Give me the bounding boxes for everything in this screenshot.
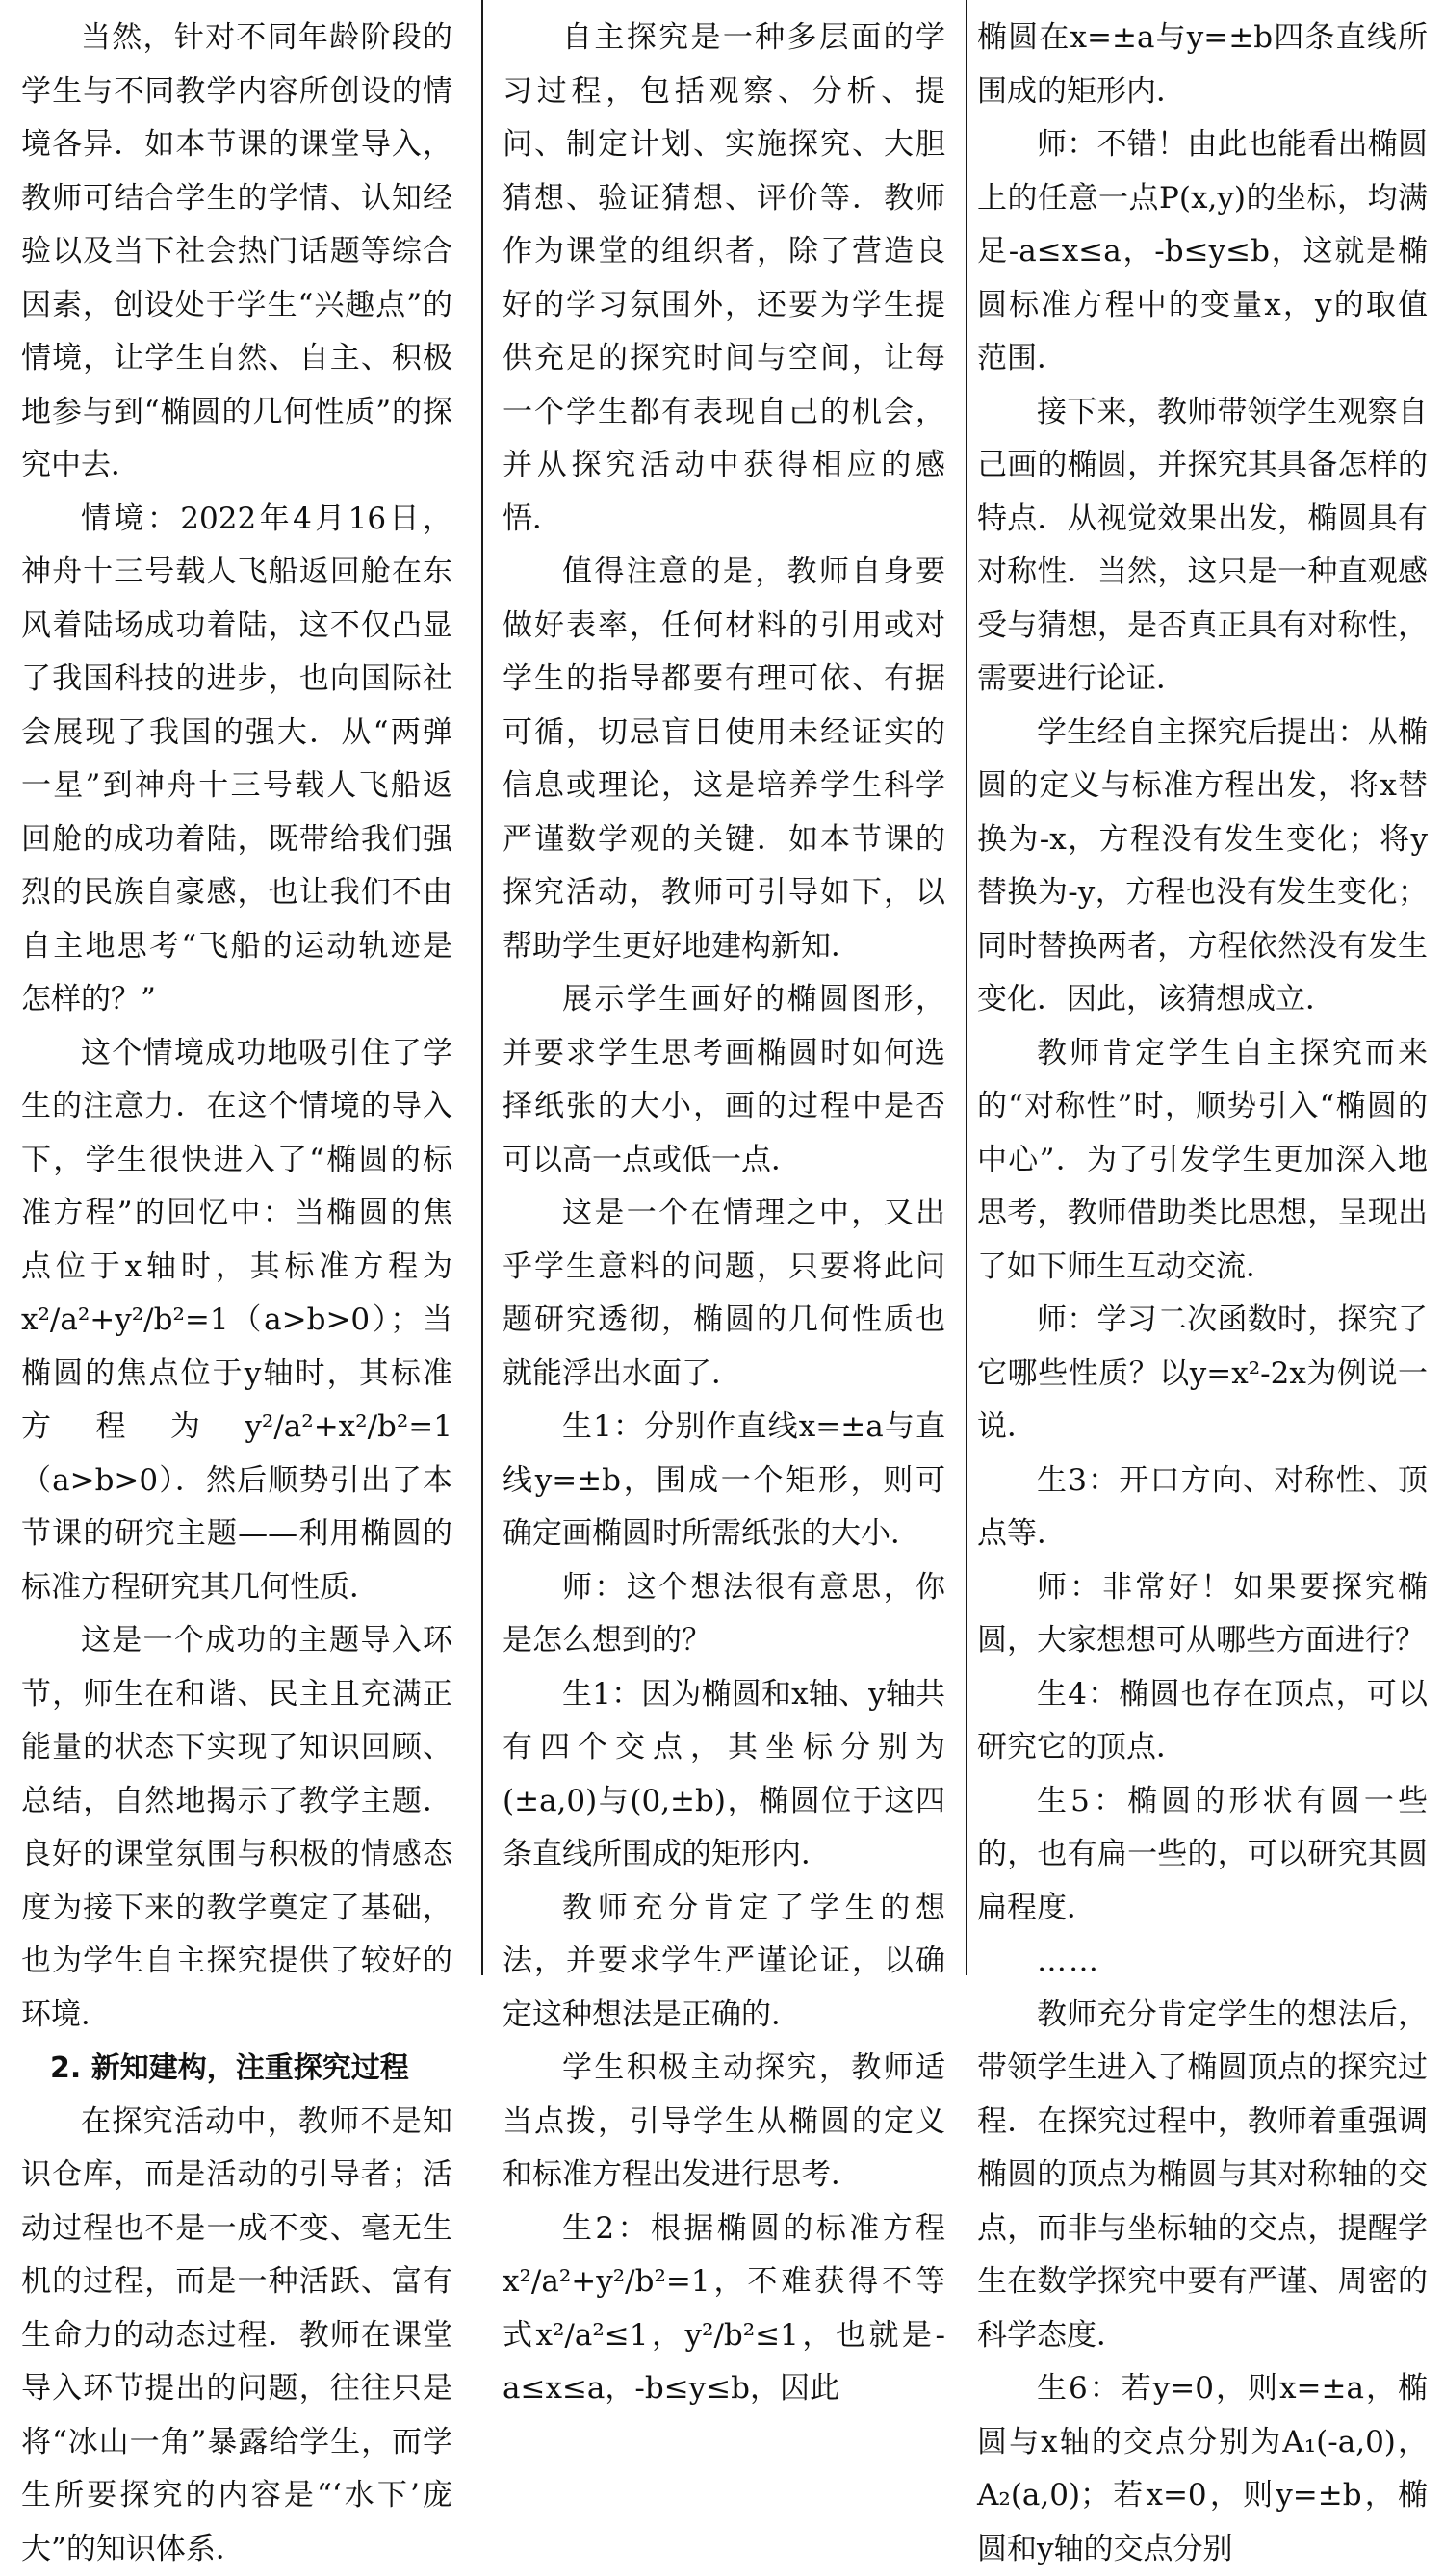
paragraph: 这是一个成功的主题导入环节，师生在和谐、民主且充满正能量的状态下实现了知识回顾、总结，自然地揭示了教学主题．良好的课堂氛围与积极的情感态度为接下来的教学奠定了基础，也为学生自主探究提供了较好的环境．: [21, 1614, 452, 2042]
paragraph: 这是一个在情理之中，又出乎学生意料的问题，只要将此问题研究透彻，椭圆的几何性质也就能浮出水面了．: [503, 1187, 945, 1401]
paragraph: 椭圆在x=±a与y=±b四条直线所围成的矩形内．: [977, 12, 1428, 118]
paragraph: 展示学生画好的椭圆图形，并要求学生思考画椭圆时如何选择纸张的大小，画的过程中是否可以高一点或低一点．: [503, 973, 945, 1187]
paragraph: 师：这个想法很有意思，你是怎么想到的？: [503, 1561, 945, 1668]
ellipsis: ……: [977, 1935, 1428, 1989]
paragraph: 师：不错！由此也能看出椭圆上的任意一点P(x,y)的坐标，均满足-a≤x≤a，-b≤y≤b，这就是椭圆标准方程中的变量x，y的取值范围．: [977, 118, 1428, 386]
paragraph: 生1：因为椭圆和x轴、y轴共有四个交点，其坐标分别为(±a,0)与(0,±b)，椭圆位于这四条直线所围成的矩形内．: [503, 1668, 945, 1882]
column-divider-right: [966, 0, 967, 1975]
paragraph: 生2：根据椭圆的标准方程x²/a²+y²/b²=1，不难获得不等式x²/a²≤1，y²/b²≤1，也就是-a≤x≤a，-b≤y≤b，因此: [503, 2202, 945, 2416]
paragraph: 师：非常好！如果要探究椭圆，大家想想可从哪些方面进行？: [977, 1561, 1428, 1668]
paragraph: 值得注意的是，教师自身要做好表率，任何材料的引用或对学生的指导都要有理可依、有据可循，切忌盲目使用未经证实的信息或理论，这是培养学生科学严谨数学观的关键．如本节课的探究活动，教师可引导如下，以帮助学生更好地建构新知．: [503, 546, 945, 973]
paragraph: 在探究活动中，教师不是知识仓库，而是活动的引导者；活动过程也不是一成不变、毫无生机的过程，而是一种活跃、富有生命力的动态过程．教师在课堂导入环节提出的问题，往往只是将“冰山一角”暴露给学生，而学生所要探究的内容是“‘水下’庞大”的知识体系．: [21, 2096, 452, 2576]
paragraph: 这个情境成功地吸引住了学生的注意力．在这个情境的导入下，学生很快进入了“椭圆的标准方程”的回忆中：当椭圆的焦点位于x轴时，其标准方程为x²/a²+y²/b²=1（a>b>0）；当椭圆的焦点位于y轴时，其标准方程为y²/a²+x²/b²=1（a>b>0）．然后顺势引出了本节课的研究主题——利用椭圆的标准方程研究其几何性质．: [21, 1027, 452, 1615]
paragraph: 教师充分肯定学生的想法后，带领学生进入了椭圆顶点的探究过程．在探究过程中，教师着重强调椭圆的顶点为椭圆与其对称轴的交点，而非与坐标轴的交点，提醒学生在数学探究中要有严谨、周密的科学态度．: [977, 1989, 1428, 2363]
text-column-middle: [503, 12, 945, 1966]
paragraph: 师：学习二次函数时，探究了它哪些性质？以y=x²-2x为例说一说．: [977, 1294, 1428, 1455]
paragraph: 当然，针对不同年龄阶段的学生与不同教学内容所创设的情境各异．如本节课的课堂导入，教师可结合学生的学情、认知经验以及当下社会热门话题等综合因素，创设处于学生“兴趣点”的情境，让学生自然、自主、积极地参与到“椭圆的几何性质”的探究中去．: [21, 12, 452, 493]
paragraph: 生6：若y=0，则x=±a，椭圆与x轴的交点分别为A₁(-a,0)，A₂(a,0)；若x=0，则y=±b，椭圆和y轴的交点分别: [977, 2362, 1428, 2576]
paragraph: 情境：2022年4月16日，神舟十三号载人飞船返回舱在东风着陆场成功着陆，这不仅凸显了我国科技的进步，也向国际社会展现了我国的强大．从“两弹一星”到神舟十三号载人飞船返回舱的成功着陆，既带给我们强烈的民族自豪感，也让我们不由自主地思考“飞船的运动轨迹是怎样的？”: [21, 493, 452, 1027]
text-column-left: [21, 12, 452, 1966]
column-divider-left: [481, 0, 483, 1975]
text-column-right: [977, 12, 1428, 1966]
paragraph: 生5：椭圆的形状有圆一些的，也有扁一些的，可以研究其圆扁程度．: [977, 1775, 1428, 1936]
paragraph: 学生经自主探究后提出：从椭圆的定义与标准方程出发，将x替换为-x，方程没有发生变化；将y替换为-y，方程也没有发生变化；同时替换两者，方程依然没有发生变化．因此，该猜想成立．: [977, 707, 1428, 1027]
paragraph: 自主探究是一种多层面的学习过程，包括观察、分析、提问、制定计划、实施探究、大胆猜想、验证猜想、评价等．教师作为课堂的组织者，除了营造良好的学习氛围外，还要为学生提供充足的探究时间与空间，让每一个学生都有表现自己的机会，并从探究活动中获得相应的感悟．: [503, 12, 945, 546]
paragraph: 学生积极主动探究，教师适当点拨，引导学生从椭圆的定义和标准方程出发进行思考．: [503, 2042, 945, 2202]
paragraph: 教师肯定学生自主探究而来的“对称性”时，顺势引入“椭圆的中心”．为了引发学生更加深入地思考，教师借助类比思想，呈现出了如下师生互动交流．: [977, 1027, 1428, 1295]
paragraph: 接下来，教师带领学生观察自己画的椭圆，并探究其具备怎样的特点．从视觉效果出发，椭圆具有对称性．当然，这只是一种直观感受与猜想，是否真正具有对称性，需要进行论证．: [977, 386, 1428, 707]
paragraph: 生1：分别作直线x=±a与直线y=±b，围成一个矩形，则可确定画椭圆时所需纸张的大小．: [503, 1401, 945, 1561]
section-heading: 2. 新知建构，注重探究过程: [21, 2042, 452, 2096]
paragraph: 教师充分肯定了学生的想法，并要求学生严谨论证，以确定这种想法是正确的．: [503, 1882, 945, 2043]
paragraph: 生3：开口方向、对称性、顶点等．: [977, 1455, 1428, 1561]
paragraph: 生4：椭圆也存在顶点，可以研究它的顶点．: [977, 1668, 1428, 1775]
